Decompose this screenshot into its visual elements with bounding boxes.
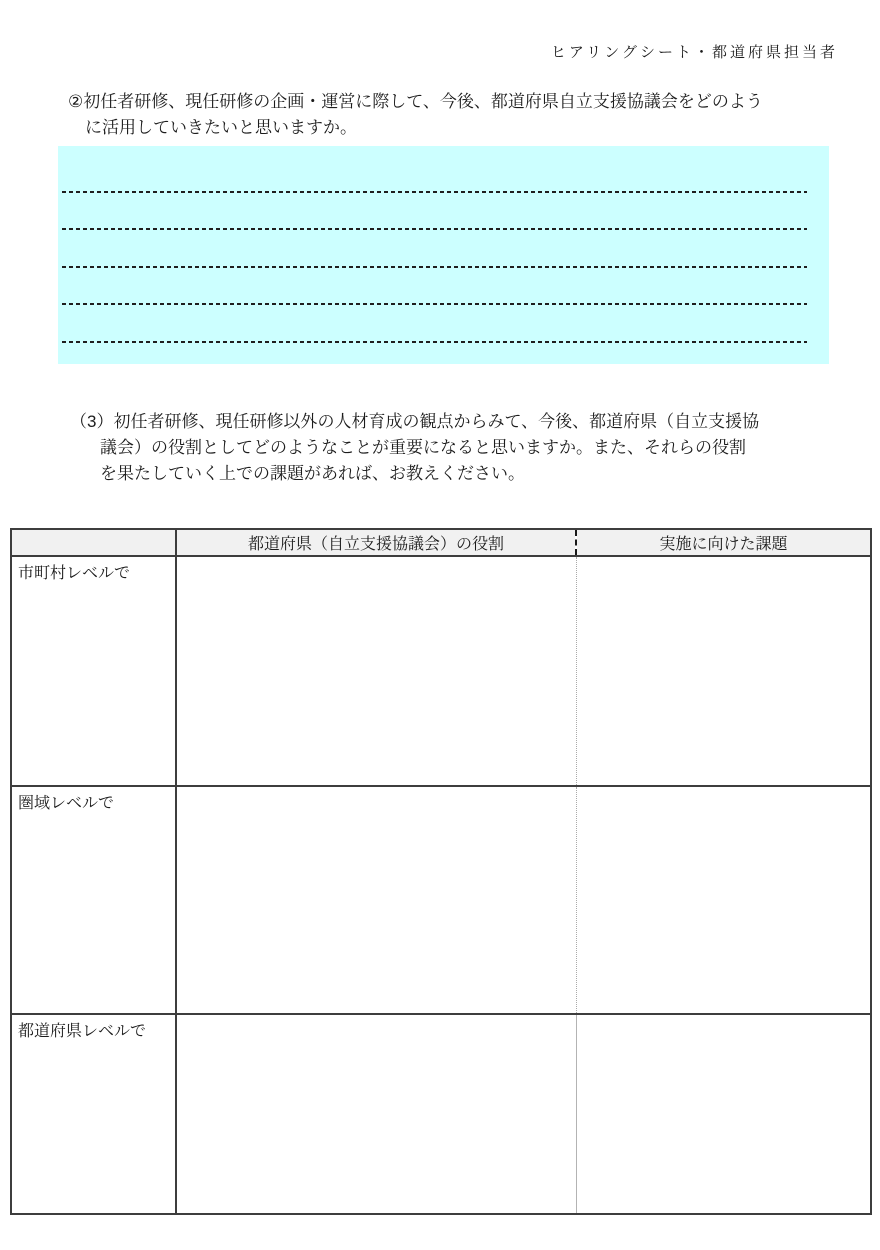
table-row-prefecture bbox=[11, 1014, 871, 1214]
question-3-line-1: （3）初任者研修、現任研修以外の人材育成の観点からみて、今後、都道府県（自立支援協 bbox=[70, 412, 760, 431]
role-input-cell-prefecture[interactable] bbox=[176, 1014, 576, 1214]
table-row-municipal bbox=[11, 556, 871, 786]
table-row-area bbox=[11, 786, 871, 1014]
ruled-line bbox=[62, 228, 807, 230]
document-header-label: ヒアリングシート・都道府県担当者 bbox=[550, 44, 838, 61]
question-2-answer-area[interactable] bbox=[58, 146, 829, 364]
question-2-line-2: に活用していきたいと思いますか。 bbox=[85, 118, 357, 137]
question-2-line-1: ②初任者研修、現任研修の企画・運営に際して、今後、都道府県自立支援協議会をどのよう bbox=[68, 92, 763, 111]
question-3-line-2: 議会）の役割としてどのようなことが重要になると思いますか。また、それらの役割 bbox=[100, 438, 746, 457]
ruled-line bbox=[62, 266, 807, 268]
column-header-row-label bbox=[11, 529, 176, 556]
row-label-municipal-level: 市町村レベルで bbox=[11, 556, 176, 786]
roles-and-issues-table bbox=[10, 528, 872, 1215]
table-header-row bbox=[11, 529, 871, 556]
role-input-cell-area[interactable] bbox=[176, 786, 576, 1014]
issue-input-cell-prefecture[interactable] bbox=[576, 1014, 871, 1214]
question-3-line-3: を果たしていく上での課題があれば、お教えください。 bbox=[100, 464, 525, 483]
ruled-line bbox=[62, 341, 807, 343]
ruled-line bbox=[62, 303, 807, 305]
column-header-role: 都道府県（自立支援協議会）の役割 bbox=[176, 529, 576, 556]
column-header-issue: 実施に向けた課題 bbox=[576, 529, 871, 556]
row-label-prefecture-level: 都道府県レベルで bbox=[11, 1014, 176, 1214]
row-label-area-level: 圏域レベルで bbox=[11, 786, 176, 1014]
issue-input-cell-municipal[interactable] bbox=[576, 556, 871, 786]
issue-input-cell-area[interactable] bbox=[576, 786, 871, 1014]
ruled-line bbox=[62, 191, 807, 193]
role-input-cell-municipal[interactable] bbox=[176, 556, 576, 786]
question-2-text bbox=[68, 89, 763, 141]
question-3-text bbox=[70, 409, 759, 487]
